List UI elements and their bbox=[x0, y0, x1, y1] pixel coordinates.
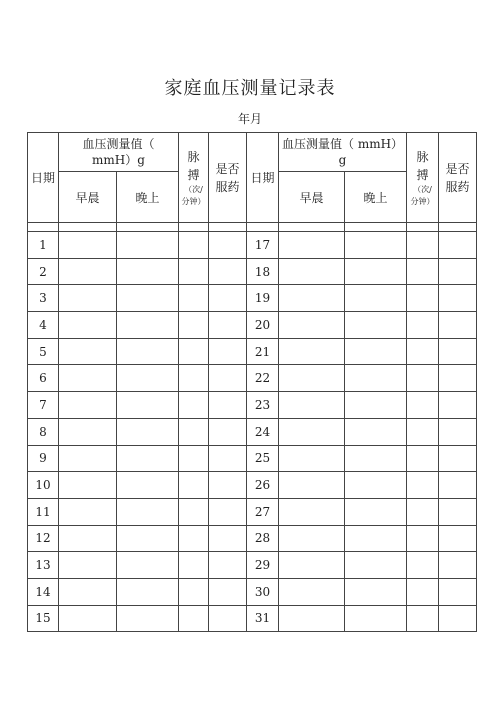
morning-left-cell[interactable] bbox=[59, 232, 117, 259]
pulse-right-cell[interactable] bbox=[407, 312, 439, 339]
spacer-cell bbox=[345, 223, 407, 232]
header-med-right-a: 是否 bbox=[445, 161, 470, 176]
morning-right-cell[interactable] bbox=[279, 525, 345, 552]
pulse-right-cell[interactable] bbox=[407, 498, 439, 525]
med-right-cell[interactable] bbox=[439, 418, 477, 445]
morning-left-cell[interactable] bbox=[59, 605, 117, 632]
morning-right-cell[interactable] bbox=[279, 312, 345, 339]
med-right-cell[interactable] bbox=[439, 365, 477, 392]
header-pulse-right-unit1: （次/ bbox=[413, 184, 432, 194]
header-evening-left: 晚上 bbox=[117, 172, 179, 223]
pulse-right-cell[interactable] bbox=[407, 258, 439, 285]
spacer-cell bbox=[209, 223, 247, 232]
morning-right-cell[interactable] bbox=[279, 472, 345, 499]
evening-right-cell[interactable] bbox=[345, 392, 407, 419]
evening-left-cell[interactable] bbox=[117, 605, 179, 632]
pulse-left-cell[interactable] bbox=[179, 498, 209, 525]
med-left-cell[interactable] bbox=[209, 498, 247, 525]
day-left: 12 bbox=[28, 525, 59, 552]
header-med-right-b: 服药 bbox=[445, 179, 470, 194]
day-left: 13 bbox=[28, 552, 59, 579]
morning-left-cell[interactable] bbox=[59, 498, 117, 525]
med-right-cell[interactable] bbox=[439, 232, 477, 259]
evening-left-cell[interactable] bbox=[117, 418, 179, 445]
header-pulse-left-unit1: （次/ bbox=[184, 184, 203, 194]
day-left: 1 bbox=[28, 232, 59, 259]
day-right: 21 bbox=[247, 338, 279, 365]
day-left: 4 bbox=[28, 312, 59, 339]
morning-right-cell[interactable] bbox=[279, 232, 345, 259]
page-title: 家庭血压测量记录表 bbox=[164, 78, 336, 99]
evening-left-cell[interactable] bbox=[117, 312, 179, 339]
med-left-cell[interactable] bbox=[209, 605, 247, 632]
table-row bbox=[28, 392, 477, 419]
pulse-right-cell[interactable] bbox=[407, 338, 439, 365]
evening-right-cell[interactable] bbox=[345, 312, 407, 339]
pulse-left-cell[interactable] bbox=[179, 285, 209, 312]
evening-right-cell[interactable] bbox=[345, 525, 407, 552]
evening-left-cell[interactable] bbox=[117, 472, 179, 499]
day-right: 17 bbox=[247, 232, 279, 259]
med-right-cell[interactable] bbox=[439, 472, 477, 499]
morning-right-cell[interactable] bbox=[279, 258, 345, 285]
morning-left-cell[interactable] bbox=[59, 392, 117, 419]
evening-left-cell[interactable] bbox=[117, 285, 179, 312]
day-right: 26 bbox=[247, 472, 279, 499]
med-right-cell[interactable] bbox=[439, 605, 477, 632]
evening-right-cell[interactable] bbox=[345, 338, 407, 365]
header-pulse-left-a: 脉 bbox=[187, 149, 200, 164]
table-row bbox=[28, 525, 477, 552]
med-left-cell[interactable] bbox=[209, 392, 247, 419]
pulse-left-cell[interactable] bbox=[179, 472, 209, 499]
day-left: 5 bbox=[28, 338, 59, 365]
med-right-cell[interactable] bbox=[439, 392, 477, 419]
med-right-cell[interactable] bbox=[439, 498, 477, 525]
header-date-left: 日期 bbox=[28, 133, 59, 223]
pulse-left-cell[interactable] bbox=[179, 445, 209, 472]
pulse-left-cell[interactable] bbox=[179, 232, 209, 259]
day-right: 23 bbox=[247, 392, 279, 419]
morning-left-cell[interactable] bbox=[59, 338, 117, 365]
pulse-right-cell[interactable] bbox=[407, 232, 439, 259]
spacer-cell bbox=[179, 223, 209, 232]
spacer-cell bbox=[117, 223, 179, 232]
med-left-cell[interactable] bbox=[209, 258, 247, 285]
day-right: 24 bbox=[247, 418, 279, 445]
pulse-right-cell[interactable] bbox=[407, 365, 439, 392]
evening-right-cell[interactable] bbox=[345, 552, 407, 579]
day-left: 7 bbox=[28, 392, 59, 419]
pulse-left-cell[interactable] bbox=[179, 418, 209, 445]
med-right-cell[interactable] bbox=[439, 525, 477, 552]
med-left-cell[interactable] bbox=[209, 285, 247, 312]
pulse-right-cell[interactable] bbox=[407, 285, 439, 312]
table-row bbox=[28, 365, 477, 392]
pulse-right-cell[interactable] bbox=[407, 392, 439, 419]
evening-right-cell[interactable] bbox=[345, 418, 407, 445]
morning-left-cell[interactable] bbox=[59, 312, 117, 339]
pulse-right-cell[interactable] bbox=[407, 578, 439, 605]
spacer-cell bbox=[279, 223, 345, 232]
pulse-left-cell[interactable] bbox=[179, 392, 209, 419]
morning-right-cell[interactable] bbox=[279, 338, 345, 365]
morning-left-cell[interactable] bbox=[59, 472, 117, 499]
evening-right-cell[interactable] bbox=[345, 498, 407, 525]
morning-right-cell[interactable] bbox=[279, 445, 345, 472]
morning-right-cell[interactable] bbox=[279, 285, 345, 312]
day-left: 8 bbox=[28, 418, 59, 445]
day-left: 2 bbox=[28, 258, 59, 285]
morning-right-cell[interactable] bbox=[279, 578, 345, 605]
evening-right-cell[interactable] bbox=[345, 472, 407, 499]
evening-left-cell[interactable] bbox=[117, 552, 179, 579]
day-right: 29 bbox=[247, 552, 279, 579]
day-right: 18 bbox=[247, 258, 279, 285]
spacer-cell bbox=[439, 223, 477, 232]
table-row bbox=[28, 445, 477, 472]
day-right: 19 bbox=[247, 285, 279, 312]
year-month-label: 年月 bbox=[237, 112, 262, 126]
spacer-cell bbox=[28, 223, 59, 232]
header-med-left-a: 是否 bbox=[215, 161, 240, 176]
day-left: 15 bbox=[28, 605, 59, 632]
morning-right-cell[interactable] bbox=[279, 498, 345, 525]
med-right-cell[interactable] bbox=[439, 445, 477, 472]
evening-right-cell[interactable] bbox=[345, 605, 407, 632]
pulse-left-cell[interactable] bbox=[179, 312, 209, 339]
morning-left-cell[interactable] bbox=[59, 258, 117, 285]
med-left-cell[interactable] bbox=[209, 472, 247, 499]
med-right-cell[interactable] bbox=[439, 258, 477, 285]
pulse-right-cell[interactable] bbox=[407, 605, 439, 632]
pulse-right-cell[interactable] bbox=[407, 472, 439, 499]
table-row bbox=[28, 578, 477, 605]
table-row bbox=[28, 418, 477, 445]
header-pulse-right-unit2: 分钟） bbox=[410, 196, 435, 206]
pulse-left-cell[interactable] bbox=[179, 525, 209, 552]
morning-left-cell[interactable] bbox=[59, 418, 117, 445]
table-row bbox=[28, 605, 477, 632]
med-left-cell[interactable] bbox=[209, 312, 247, 339]
evening-left-cell[interactable] bbox=[117, 338, 179, 365]
table-row bbox=[28, 258, 477, 285]
pulse-right-cell[interactable] bbox=[407, 418, 439, 445]
header-med-left bbox=[209, 133, 247, 223]
blood-pressure-log-table bbox=[27, 132, 477, 632]
table-body bbox=[28, 232, 477, 632]
morning-right-cell[interactable] bbox=[279, 392, 345, 419]
table-row bbox=[28, 338, 477, 365]
header-med-right bbox=[439, 133, 477, 223]
header-bp-right: 血压测量值（ mmH）g bbox=[279, 133, 407, 172]
header-pulse-right-a: 脉 bbox=[416, 149, 429, 164]
evening-right-cell[interactable] bbox=[345, 285, 407, 312]
med-left-cell[interactable] bbox=[209, 365, 247, 392]
day-right: 27 bbox=[247, 498, 279, 525]
evening-left-cell[interactable] bbox=[117, 232, 179, 259]
spacer-cell bbox=[247, 223, 279, 232]
table-row bbox=[28, 552, 477, 579]
evening-left-cell[interactable] bbox=[117, 258, 179, 285]
evening-left-cell[interactable] bbox=[117, 525, 179, 552]
pulse-left-cell[interactable] bbox=[179, 605, 209, 632]
spacer-cell bbox=[59, 223, 117, 232]
morning-right-cell[interactable] bbox=[279, 418, 345, 445]
pulse-left-cell[interactable] bbox=[179, 258, 209, 285]
day-right: 22 bbox=[247, 365, 279, 392]
pulse-left-cell[interactable] bbox=[179, 365, 209, 392]
med-right-cell[interactable] bbox=[439, 285, 477, 312]
evening-right-cell[interactable] bbox=[345, 365, 407, 392]
header-date-right: 日期 bbox=[247, 133, 279, 223]
morning-left-cell[interactable] bbox=[59, 445, 117, 472]
header-pulse-left-unit2: 分钟） bbox=[181, 196, 206, 206]
day-right: 31 bbox=[247, 605, 279, 632]
header-evening-right: 晚上 bbox=[345, 172, 407, 223]
table-row bbox=[28, 312, 477, 339]
morning-left-cell[interactable] bbox=[59, 578, 117, 605]
evening-left-cell[interactable] bbox=[117, 392, 179, 419]
pulse-left-cell[interactable] bbox=[179, 578, 209, 605]
med-right-cell[interactable] bbox=[439, 338, 477, 365]
day-right: 20 bbox=[247, 312, 279, 339]
day-left: 10 bbox=[28, 472, 59, 499]
spacer-row bbox=[28, 223, 477, 232]
med-right-cell[interactable] bbox=[439, 578, 477, 605]
morning-right-cell[interactable] bbox=[279, 365, 345, 392]
table-row bbox=[28, 472, 477, 499]
header-bp-left-line1: 血压测量值（ bbox=[82, 137, 155, 151]
med-right-cell[interactable] bbox=[439, 552, 477, 579]
med-left-cell[interactable] bbox=[209, 578, 247, 605]
day-left: 11 bbox=[28, 498, 59, 525]
header-bp-left bbox=[59, 133, 179, 172]
med-right-cell[interactable] bbox=[439, 312, 477, 339]
header-pulse-left-b: 搏 bbox=[187, 167, 200, 182]
spacer-cell bbox=[407, 223, 439, 232]
header-bp-left-line2: mmH）g bbox=[92, 153, 145, 167]
med-left-cell[interactable] bbox=[209, 338, 247, 365]
pulse-right-cell[interactable] bbox=[407, 552, 439, 579]
header-pulse-right bbox=[407, 133, 439, 223]
pulse-left-cell[interactable] bbox=[179, 552, 209, 579]
evening-right-cell[interactable] bbox=[345, 578, 407, 605]
evening-right-cell[interactable] bbox=[345, 258, 407, 285]
header-morning-right: 早晨 bbox=[279, 172, 345, 223]
morning-left-cell[interactable] bbox=[59, 525, 117, 552]
day-right: 30 bbox=[247, 578, 279, 605]
evening-right-cell[interactable] bbox=[345, 445, 407, 472]
header-med-left-b: 服药 bbox=[215, 179, 240, 194]
med-left-cell[interactable] bbox=[209, 445, 247, 472]
table-row bbox=[28, 498, 477, 525]
morning-left-cell[interactable] bbox=[59, 285, 117, 312]
evening-left-cell[interactable] bbox=[117, 498, 179, 525]
day-left: 14 bbox=[28, 578, 59, 605]
pulse-right-cell[interactable] bbox=[407, 525, 439, 552]
evening-right-cell[interactable] bbox=[345, 232, 407, 259]
evening-left-cell[interactable] bbox=[117, 365, 179, 392]
morning-left-cell[interactable] bbox=[59, 552, 117, 579]
med-left-cell[interactable] bbox=[209, 525, 247, 552]
morning-left-cell[interactable] bbox=[59, 365, 117, 392]
pulse-left-cell[interactable] bbox=[179, 338, 209, 365]
med-left-cell[interactable] bbox=[209, 232, 247, 259]
header-pulse-right-b: 搏 bbox=[416, 167, 429, 182]
morning-right-cell[interactable] bbox=[279, 552, 345, 579]
header-row-1 bbox=[28, 133, 477, 172]
pulse-right-cell[interactable] bbox=[407, 445, 439, 472]
med-left-cell[interactable] bbox=[209, 552, 247, 579]
table-row bbox=[28, 232, 477, 259]
evening-left-cell[interactable] bbox=[117, 445, 179, 472]
day-left: 6 bbox=[28, 365, 59, 392]
day-left: 9 bbox=[28, 445, 59, 472]
day-right: 28 bbox=[247, 525, 279, 552]
header-morning-left: 早晨 bbox=[59, 172, 117, 223]
table-row bbox=[28, 285, 477, 312]
morning-right-cell[interactable] bbox=[279, 605, 345, 632]
day-right: 25 bbox=[247, 445, 279, 472]
header-pulse-left bbox=[179, 133, 209, 223]
day-left: 3 bbox=[28, 285, 59, 312]
med-left-cell[interactable] bbox=[209, 418, 247, 445]
evening-left-cell[interactable] bbox=[117, 578, 179, 605]
